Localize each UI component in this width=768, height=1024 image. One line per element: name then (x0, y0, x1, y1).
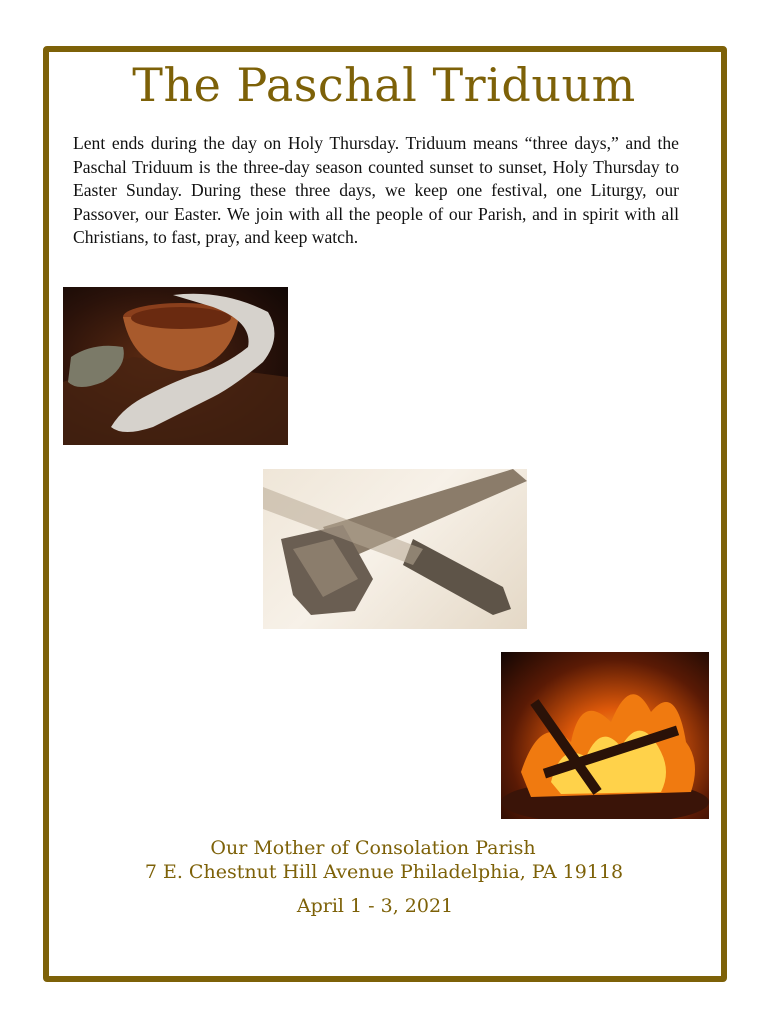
parish-address: 7 E. Chestnut Hill Avenue Philadelphia, PA 19118 (144, 861, 624, 883)
parish-name: Our Mother of Consolation Parish (210, 837, 536, 859)
easter-fire-photo (501, 652, 709, 819)
washing-basin-photo (63, 287, 288, 445)
intro-paragraph: Lent ends during the day on Holy Thursday. Triduum means “three days,” and the Paschal Triduum is the three-day season counted sunset to sunset, Holy Thursday to Easter Sunday. During these three days, we keep one festival, one Liturgy, our Passover, our Easter. We join with all the people of our Parish, and in spirit with all Christians, to fast, pray, and keep watch. (73, 133, 679, 247)
event-dates: April 1 - 3, 2021 (296, 895, 454, 917)
crossed-nails-photo (263, 469, 527, 629)
page-title: The Paschal Triduum (132, 58, 636, 112)
